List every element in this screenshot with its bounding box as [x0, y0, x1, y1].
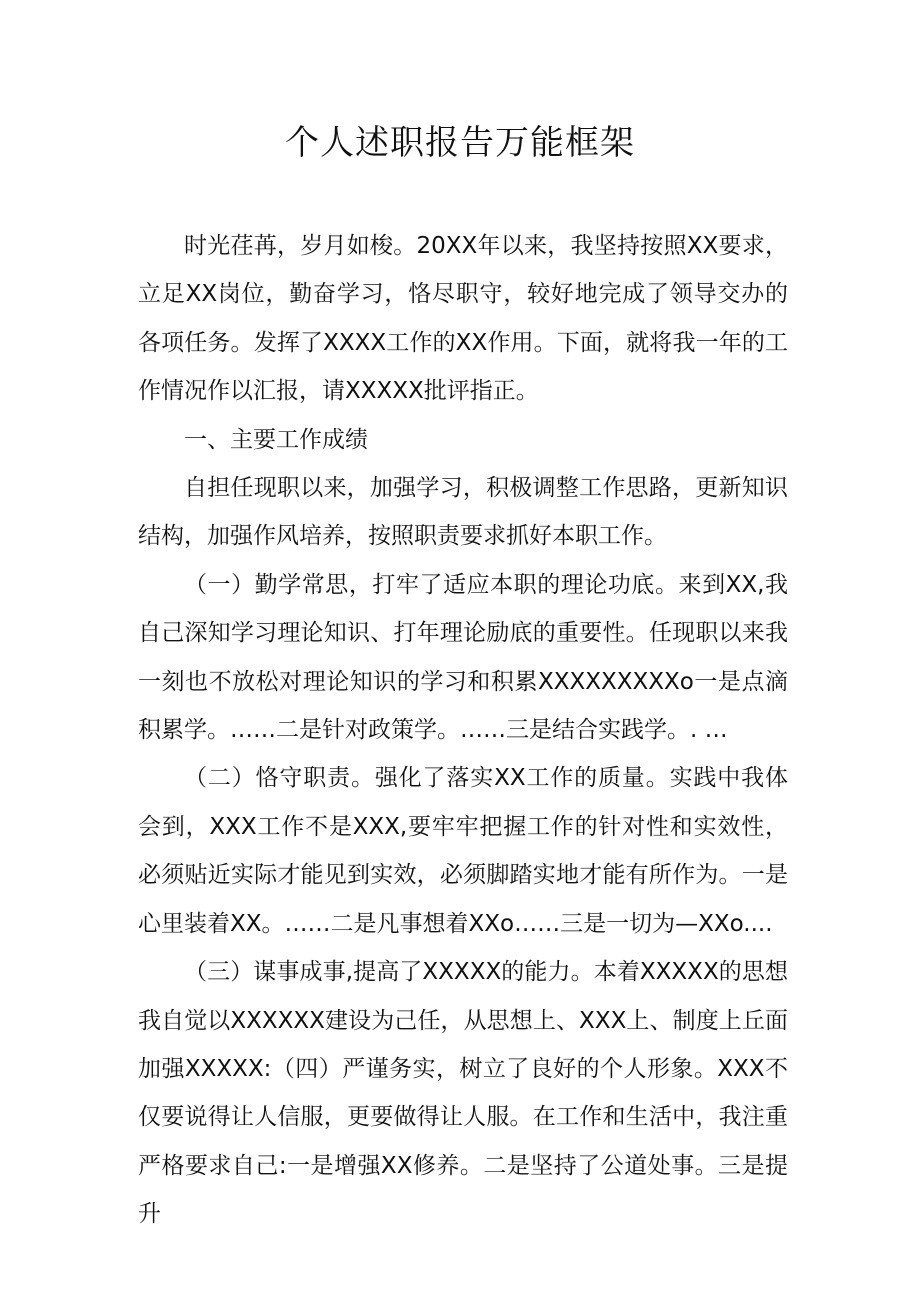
section-intro-paragraph: 自担任现职以来，加强学习，积极调整工作思路，更新知识结构，加强作风培养，按照职责要求抓好本职工作。 [138, 475, 788, 550]
document-title: 个人述职报告万能框架 [285, 123, 635, 163]
section-heading-main-achievements: 一、主要工作成绩 [184, 426, 368, 453]
subsection-three-four-paragraph: （三）谋事成事,提高了XXXXX的能力。本着XXXXX的思想我自觉以XXXXXX建设为己任，从思想上、XXX上、制度上丘面加强XXXXX:（四）严谨务实，树立了良好的个人形象。XXX不仅要说得让人信服，更要做得让人服。在工作和生活中，我注重严格要求自己:一是增强XX修养。二是坚持了公道处事。三是提升 [138, 959, 788, 1228]
intro-paragraph: 时光荏苒，岁月如梭。20XX年以来，我坚持按照XX要求，立足XX岗位，勤奋学习，恪尽职守，较好地完成了领导交办的各项任务。发挥了XXXX工作的XX作用。下面，就将我一年的工作情况作以汇报，请XXXXX批评指正。 [138, 233, 788, 405]
document-body [138, 222, 788, 1239]
subsection-one-paragraph: （一）勤学常思，打牢了适应本职的理论功底。来到XX,我自己深知学习理论知识、打年理论励底的重要性。任现职以来我一刻也不放松对理论知识的学习和积累XXXXXXXXXo一是点滴积累学。……二是针对政策学。……三是结合实践学。. … [138, 571, 788, 744]
subsection-two-paragraph: （二）恪守职责。强化了落实XX工作的质量。实践中我体会到，XXX工作不是XXX,要牢牢把握工作的针对性和实效性，必须贴近实际才能见到实效，必须脚踏实地才能有所作为。一是心里装着XX。……二是凡事想着XXo……三是一切为—XXo.... [138, 765, 788, 937]
